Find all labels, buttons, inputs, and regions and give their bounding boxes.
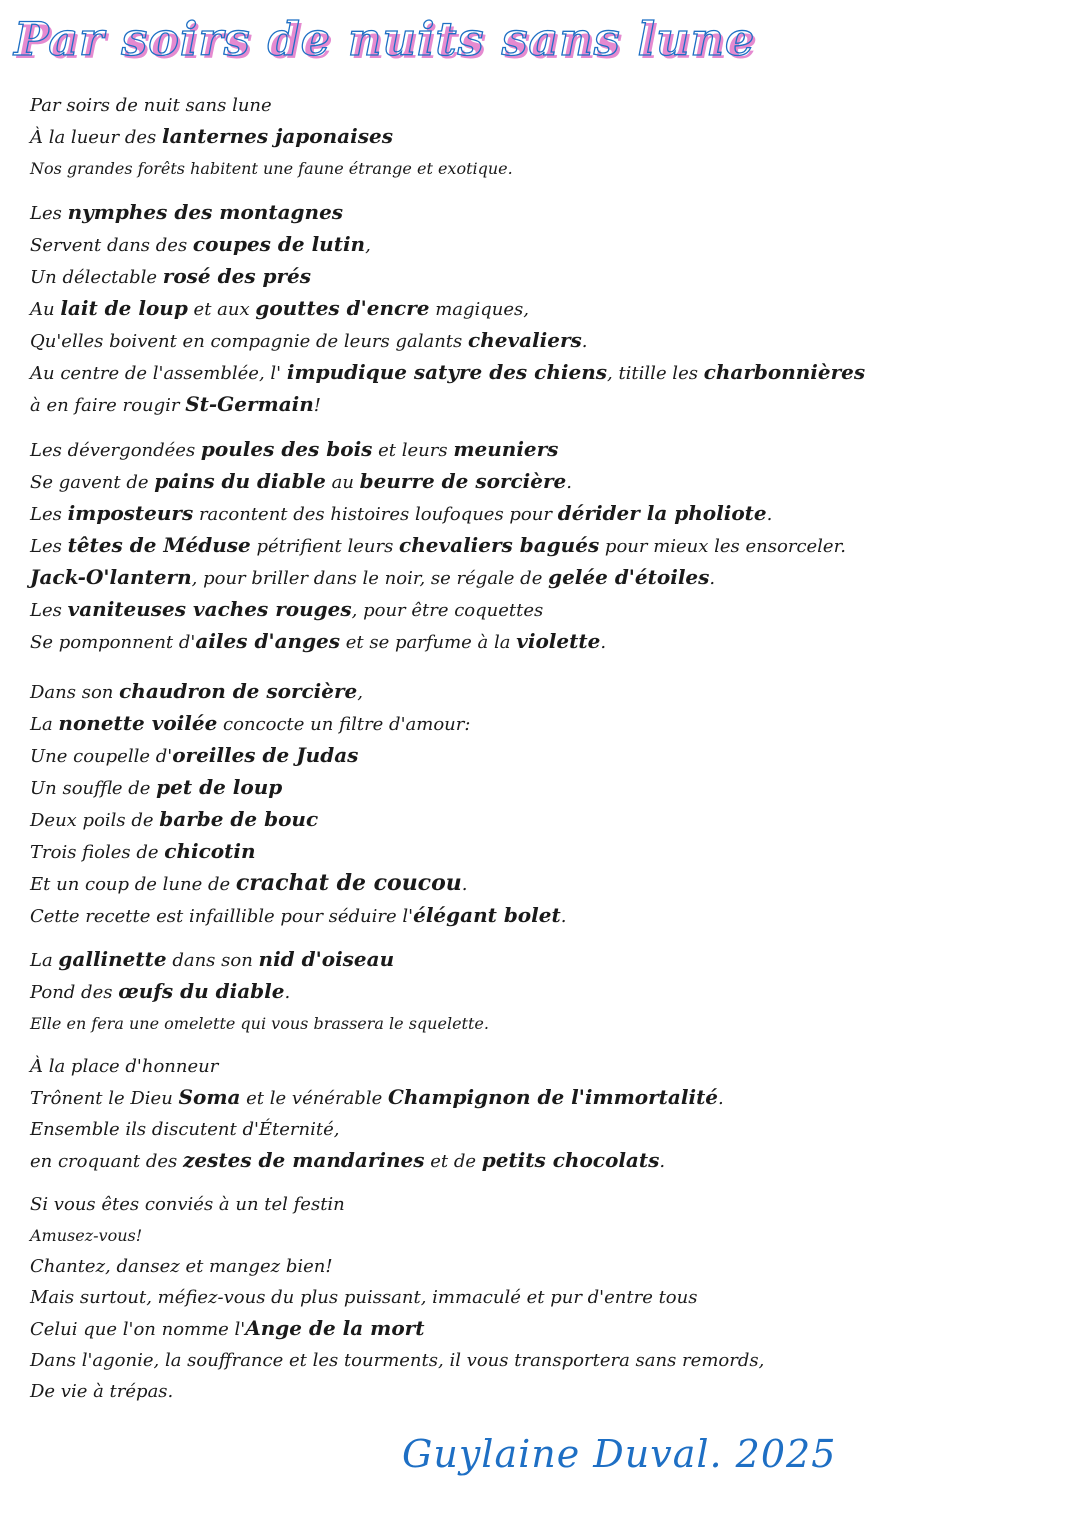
line-text: concocte un filtre d'amour:	[217, 714, 471, 735]
emphasized-phrase: œufs du diable	[118, 979, 285, 1003]
poem-body	[30, 90, 1060, 1407]
line-text: Pond des	[30, 982, 119, 1003]
emphasized-phrase: impudique satyre des chiens	[286, 360, 607, 384]
poem-line	[30, 1114, 1060, 1145]
poem-line	[30, 325, 1060, 357]
line-text: Chantez, dansez et mangez bien!	[30, 1256, 333, 1277]
emphasized-phrase: chevaliers bagués	[399, 533, 600, 557]
emphasized-phrase: chaudron de sorcière	[119, 679, 358, 703]
line-text: Une coupelle d'	[30, 746, 173, 767]
poem-line	[30, 804, 1060, 836]
emphasized-phrase: lait de loup	[60, 296, 188, 320]
poem-line	[30, 676, 1060, 708]
poem-line	[30, 261, 1060, 293]
line-text: Deux poils de	[30, 810, 160, 831]
poem-line	[30, 197, 1060, 229]
poem-line	[30, 976, 1060, 1008]
stanza	[30, 1051, 1060, 1177]
emphasized-phrase: violette	[516, 629, 601, 653]
poem-line	[30, 708, 1060, 740]
line-text: , pour briller dans le noir, se régale de	[191, 568, 549, 589]
line-text: À la lueur des	[30, 127, 162, 148]
poem-line	[30, 772, 1060, 804]
line-text: racontent des histoires loufoques pour	[193, 504, 558, 525]
line-text: Les	[30, 203, 68, 224]
emphasized-phrase: zestes de mandarines	[183, 1148, 425, 1172]
emphasized-phrase: meuniers	[453, 437, 559, 461]
line-text: et aux	[187, 299, 256, 320]
stanza	[30, 197, 1060, 421]
emphasized-phrase: barbe de bouc	[159, 807, 319, 831]
line-text: Dans son	[30, 682, 120, 703]
line-text: Les	[30, 600, 68, 621]
poem-line	[30, 389, 1060, 421]
poem-line	[30, 1189, 1060, 1220]
poem-line	[30, 1082, 1060, 1114]
poem-line	[30, 594, 1060, 626]
poem-line	[30, 1008, 1060, 1039]
line-text: .	[600, 632, 607, 653]
emphasized-phrase: beurre de sorcière	[359, 469, 567, 493]
line-text: magiques,	[429, 299, 529, 320]
poem-line	[30, 434, 1060, 466]
line-text: Elle en fera une omelette qui vous brassera le squelette.	[30, 1014, 489, 1033]
line-text: .	[284, 982, 291, 1003]
emphasized-phrase: pet de loup	[156, 775, 283, 799]
poem-line	[30, 740, 1060, 772]
emphasized-phrase: Jack-O'lantern	[30, 565, 192, 589]
poem-line	[30, 868, 1060, 900]
line-text: .	[581, 331, 588, 352]
line-text: pétrifient leurs	[250, 536, 400, 557]
line-text: .	[766, 504, 773, 525]
line-text: Qu'elles boivent en compagnie de leurs galants	[30, 331, 469, 352]
line-text: Et un coup de lune de	[30, 874, 236, 895]
emphasized-phrase: chevaliers	[468, 328, 582, 352]
emphasized-phrase: Ange de la mort	[245, 1316, 425, 1340]
poem-line	[30, 293, 1060, 325]
poem-line	[30, 1345, 1060, 1376]
emphasized-phrase: ailes d'anges	[195, 629, 341, 653]
poem-line	[30, 1051, 1060, 1082]
line-text: pour mieux les ensorceler.	[599, 536, 846, 557]
line-text: Si vous êtes conviés à un tel festin	[30, 1194, 345, 1215]
line-text: dans son	[166, 950, 259, 971]
emphasized-phrase: charbonnières	[703, 360, 866, 384]
line-text: .	[659, 1151, 666, 1172]
emphasized-phrase: gallinette	[58, 947, 167, 971]
line-text: .	[718, 1088, 724, 1109]
line-text: , titille les	[607, 363, 704, 384]
line-text: et leurs	[372, 440, 454, 461]
line-text: .	[566, 472, 572, 493]
stanza	[30, 434, 1060, 658]
line-text: Trônent le Dieu	[30, 1088, 179, 1109]
line-text: À la place d'honneur	[30, 1056, 219, 1077]
line-text: Se pomponnent d'	[30, 632, 196, 653]
poem-line	[30, 1145, 1060, 1177]
poem-line	[30, 900, 1060, 932]
line-text: Ensemble ils discutent d'Éternité,	[30, 1119, 340, 1140]
poem-line	[30, 357, 1060, 389]
poem-line	[30, 530, 1060, 562]
line-text: Par soirs de nuit sans lune	[30, 95, 272, 116]
emphasized-phrase: imposteurs	[67, 501, 194, 525]
line-text: Les dévergondées	[30, 440, 201, 461]
emphasized-phrase: gouttes d'encre	[255, 296, 430, 320]
line-text: Cette recette est infaillible pour séduire l'	[30, 906, 414, 927]
poem-line	[30, 1220, 1060, 1251]
poem-line	[30, 466, 1060, 498]
line-text: ,	[365, 235, 371, 256]
emphasized-phrase: St-Germain	[185, 392, 314, 416]
emphasized-phrase: Champignon de l'immortalité	[387, 1085, 719, 1109]
line-text: Amusez-vous!	[30, 1226, 143, 1245]
line-text: Celui que l'on nomme l'	[30, 1319, 246, 1340]
emphasized-phrase: dérider la pholiote	[557, 501, 767, 525]
poem-line	[30, 1251, 1060, 1282]
emphasized-phrase: petits chocolats	[481, 1148, 660, 1172]
line-text: Les	[30, 536, 68, 557]
line-text: De vie à trépas.	[30, 1381, 174, 1402]
emphasized-phrase: crachat de coucou	[235, 870, 462, 896]
line-text: Nos grandes forêts habitent une faune étrange et exotique.	[30, 159, 513, 178]
poem-line	[30, 1282, 1060, 1313]
emphasized-phrase: vaniteuses vaches rouges	[67, 597, 352, 621]
emphasized-phrase: élégant bolet	[413, 903, 561, 927]
emphasized-phrase: pains du diable	[154, 469, 326, 493]
line-text: Dans l'agonie, la souffrance et les tourments, il vous transportera sans remords,	[30, 1350, 765, 1371]
line-text: Servent dans des	[30, 235, 193, 256]
poem-line	[30, 498, 1060, 530]
emphasized-phrase: lanternes japonaises	[162, 124, 393, 148]
line-text: .	[461, 874, 468, 895]
line-text: Trois fioles de	[30, 842, 165, 863]
line-text: !	[313, 395, 322, 416]
poem-line	[30, 229, 1060, 261]
line-text: et de	[424, 1151, 482, 1172]
emphasized-phrase: coupes de lutin	[192, 232, 366, 256]
line-text: Un délectable	[30, 267, 163, 288]
line-text: et se parfume à la	[340, 632, 517, 653]
emphasized-phrase: poules des bois	[200, 437, 373, 461]
stanza	[30, 944, 1060, 1039]
emphasized-phrase: Soma	[178, 1085, 241, 1109]
poem-line	[30, 836, 1060, 868]
poem-title: Par soirs de nuits sans lune	[14, 12, 756, 66]
poem-line	[30, 944, 1060, 976]
emphasized-phrase: nymphes des montagnes	[67, 200, 344, 224]
line-text: Un souffle de	[30, 778, 157, 799]
stanza	[30, 90, 1060, 184]
line-text: Les	[30, 504, 68, 525]
line-text: et le vénérable	[240, 1088, 388, 1109]
line-text: Au	[30, 299, 61, 320]
line-text: .	[709, 568, 716, 589]
emphasized-phrase: chicotin	[164, 839, 256, 863]
line-text: Mais surtout, méfiez-vous du plus puissant, immaculé et pur d'entre tous	[30, 1287, 698, 1308]
stanza	[30, 676, 1060, 932]
poem-line	[30, 121, 1060, 153]
line-text: , pour être coquettes	[351, 600, 544, 621]
author-signature: Guylaine Duval. 2025	[402, 1432, 837, 1476]
poem-line	[30, 562, 1060, 594]
line-text: La	[30, 950, 59, 971]
emphasized-phrase: têtes de Méduse	[67, 533, 251, 557]
emphasized-phrase: rosé des prés	[162, 264, 312, 288]
line-text: La	[30, 714, 59, 735]
poem-line	[30, 90, 1060, 121]
poem-line	[30, 1313, 1060, 1345]
stanza	[30, 1189, 1060, 1407]
emphasized-phrase: nid d'oiseau	[258, 947, 395, 971]
line-text: .	[560, 906, 567, 927]
line-text: à en faire rougir	[30, 395, 186, 416]
line-text: en croquant des	[30, 1151, 184, 1172]
poem-line	[30, 626, 1060, 658]
line-text: ,	[357, 682, 363, 703]
poem-line	[30, 1376, 1060, 1407]
line-text: Se gavent de	[30, 472, 155, 493]
poem-line	[30, 153, 1060, 184]
emphasized-phrase: gelée d'étoiles	[548, 565, 710, 589]
emphasized-phrase: oreilles de Judas	[172, 743, 359, 767]
line-text: Au centre de l'assemblée, l'	[30, 363, 287, 384]
line-text: au	[325, 472, 360, 493]
emphasized-phrase: nonette voilée	[58, 711, 218, 735]
